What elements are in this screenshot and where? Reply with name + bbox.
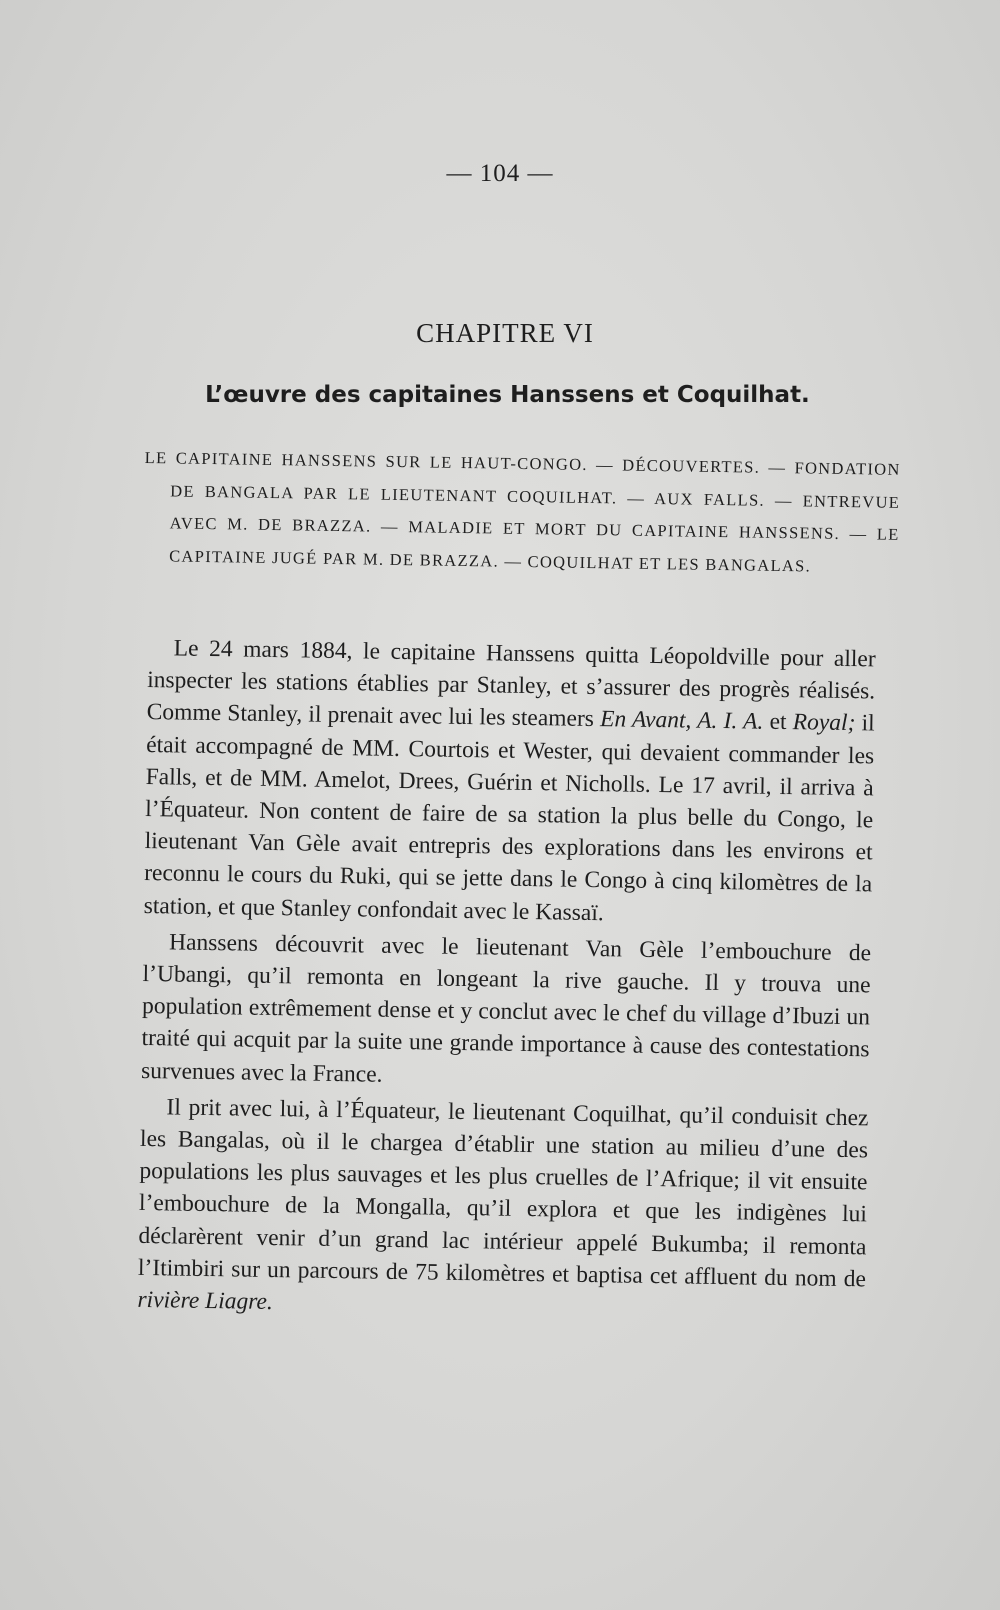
paragraph-1-text-a: Le 24 mars 1884, le capitaine Hanssens quitta Léopoldville pour aller inspecter les stations établies par Stanley, et s’assurer des progrès réalisés. Comme Stanley, il prenait avec lui les steamers — [146, 635, 876, 733]
paragraph-1-text-b: et — [763, 709, 793, 736]
paragraph-1-text-c: il était accompagné de MM. Courtois et Wester, qui devaient commander les Falls, et de MM. Amelot, Drees, Guérin et Nicholls. Le 17 avril, il arriva à l’Équateur. Non content de faire de sa station la plus belle du Congo, le lieutenant Van Gèle avait entrepris des explorations dans les environs et reconnu le cours du Ruki, qui se jette dans le Congo à cinq kilomètres de la station, et que Stanley confondait avec le Kassaï. — [143, 710, 875, 926]
body-text — [137, 632, 876, 1328]
paragraph-1 — [143, 632, 875, 933]
steamer-names: En Avant, A. I. A. — [599, 706, 764, 736]
chapter-summary: LE CAPITAINE HANSSENS SUR LE HAUT-CONGO. — DÉCOUVERTES. — FONDATION DE BANGALA PAR LE LIEUTENANT COQUILHAT. — AUX FALLS. — ENTREVUE AVEC M. DE BRAZZA. — MALADIE ET MORT DU CAPITAINE HANSSENS. — LE CAPITAINE JUGÉ PAR M. DE BRAZZA. — COQUILHAT ET LES BANGALAS. — [144, 447, 901, 575]
paragraph-3-text-a: Il prit avec lui, à l’Équateur, le lieutenant Coquilhat, qu’il conduisit chez les Bangalas, où il le chargea d’établir une station au milieu d’une des populations les plus sauvages et les plus cruelles de l’Afrique; il vit ensuite l’embouchure de la Mongalla, qu’il explora et que les indigènes lui déclarèrent venir d’un grand lac intérieur appelé Bukumba; il remonta l’Itimbiri sur un parcours de 75 kilomètres et baptisa cet affluent du nom de — [137, 1094, 869, 1293]
page-number: — 104 — — [446, 160, 554, 187]
chapter-subtitle: L’œuvre des capitaines Hanssens et Coquilhat. — [205, 382, 810, 408]
paragraph-3 — [137, 1091, 868, 1328]
river-name: rivière Liagre. — [137, 1286, 274, 1316]
steamer-royal: Royal; — [792, 709, 856, 737]
paragraph-2: Hanssens découvrit avec le lieutenant Van Gèle l’embouchure de l’Ubangi, qu’il remonta en longeant la rive gauche. Il y trouva une population extrêmement dense et y conclut avec le chef du village d’Ibuzi un traité qui acquit par la suite une grande importance à cause des contestations survenues avec la France. — [140, 929, 872, 1088]
chapter-title: CHAPITRE VI — [416, 318, 594, 348]
